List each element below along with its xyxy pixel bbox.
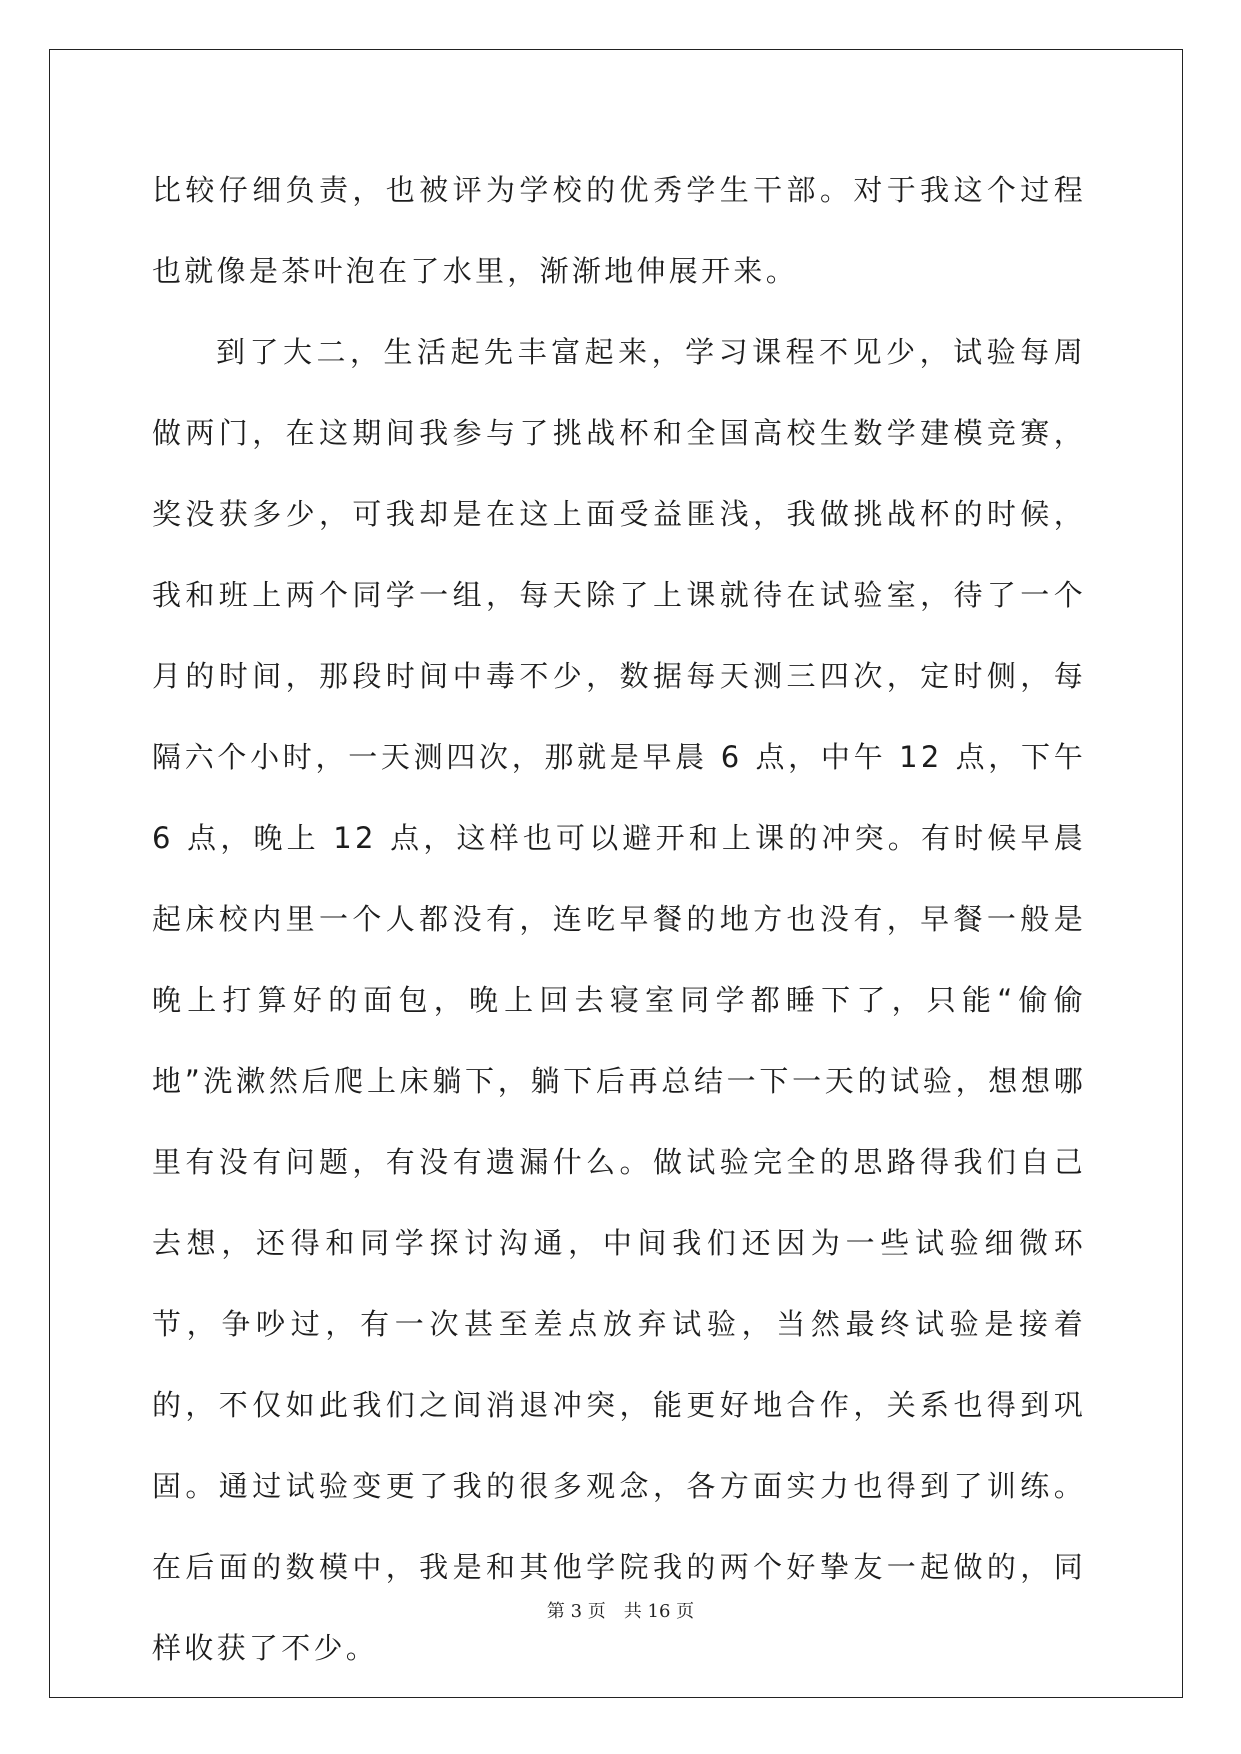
document-body: [152, 150, 1086, 1689]
paragraph-1: 比较仔细负责，也被评为学校的优秀学生干部。对于我这个过程也就像是茶叶泡在了水里，渐渐地伸展开来。: [152, 173, 1086, 288]
paragraph-2: 到了大二，生活起先丰富起来，学习课程不见少，试验每周做两门，在这期间我参与了挑战杯和全国高校生数学建模竞赛，奖没获多少，可我却是在这上面受益匪浅，我做挑战杯的时候，我和班上两个同学一组，每天除了上课就待在试验室，待了一个月的时间，那段时间中毒不少，数据每天测三四次，定时侧，每隔六个小时，一天测四次，那就是早晨 6 点，中午 12 点，下午 6 点，晚上 12 点，这样也可以避开和上课的冲突。有时候早晨起床校内里一个人都没有，连吃早餐的地方也没有，早餐一般是晚上打算好的面包，晚上回去寝室同学都睡下了，只能“偷偷地”洗漱然后爬上床躺下，躺下后再总结一下一天的试验，想想哪里有没有问题，有没有遗漏什么。做试验完全的思路得我们自己去想，还得和同学探讨沟通，中间我们还因为一些试验细微环节，争吵过，有一次甚至差点放弃试验，当然最终试验是接着的，不仅如此我们之间消退冲突，能更好地合作，关系也得到巩固。通过试验变更了我的很多观念，各方面实力也得到了训练。在后面的数模中，我是和其他学院我的两个好挚友一起做的，同样收获了不少。: [152, 335, 1086, 1665]
page-number-footer: 第 3 页 共 16 页: [546, 1601, 695, 1622]
